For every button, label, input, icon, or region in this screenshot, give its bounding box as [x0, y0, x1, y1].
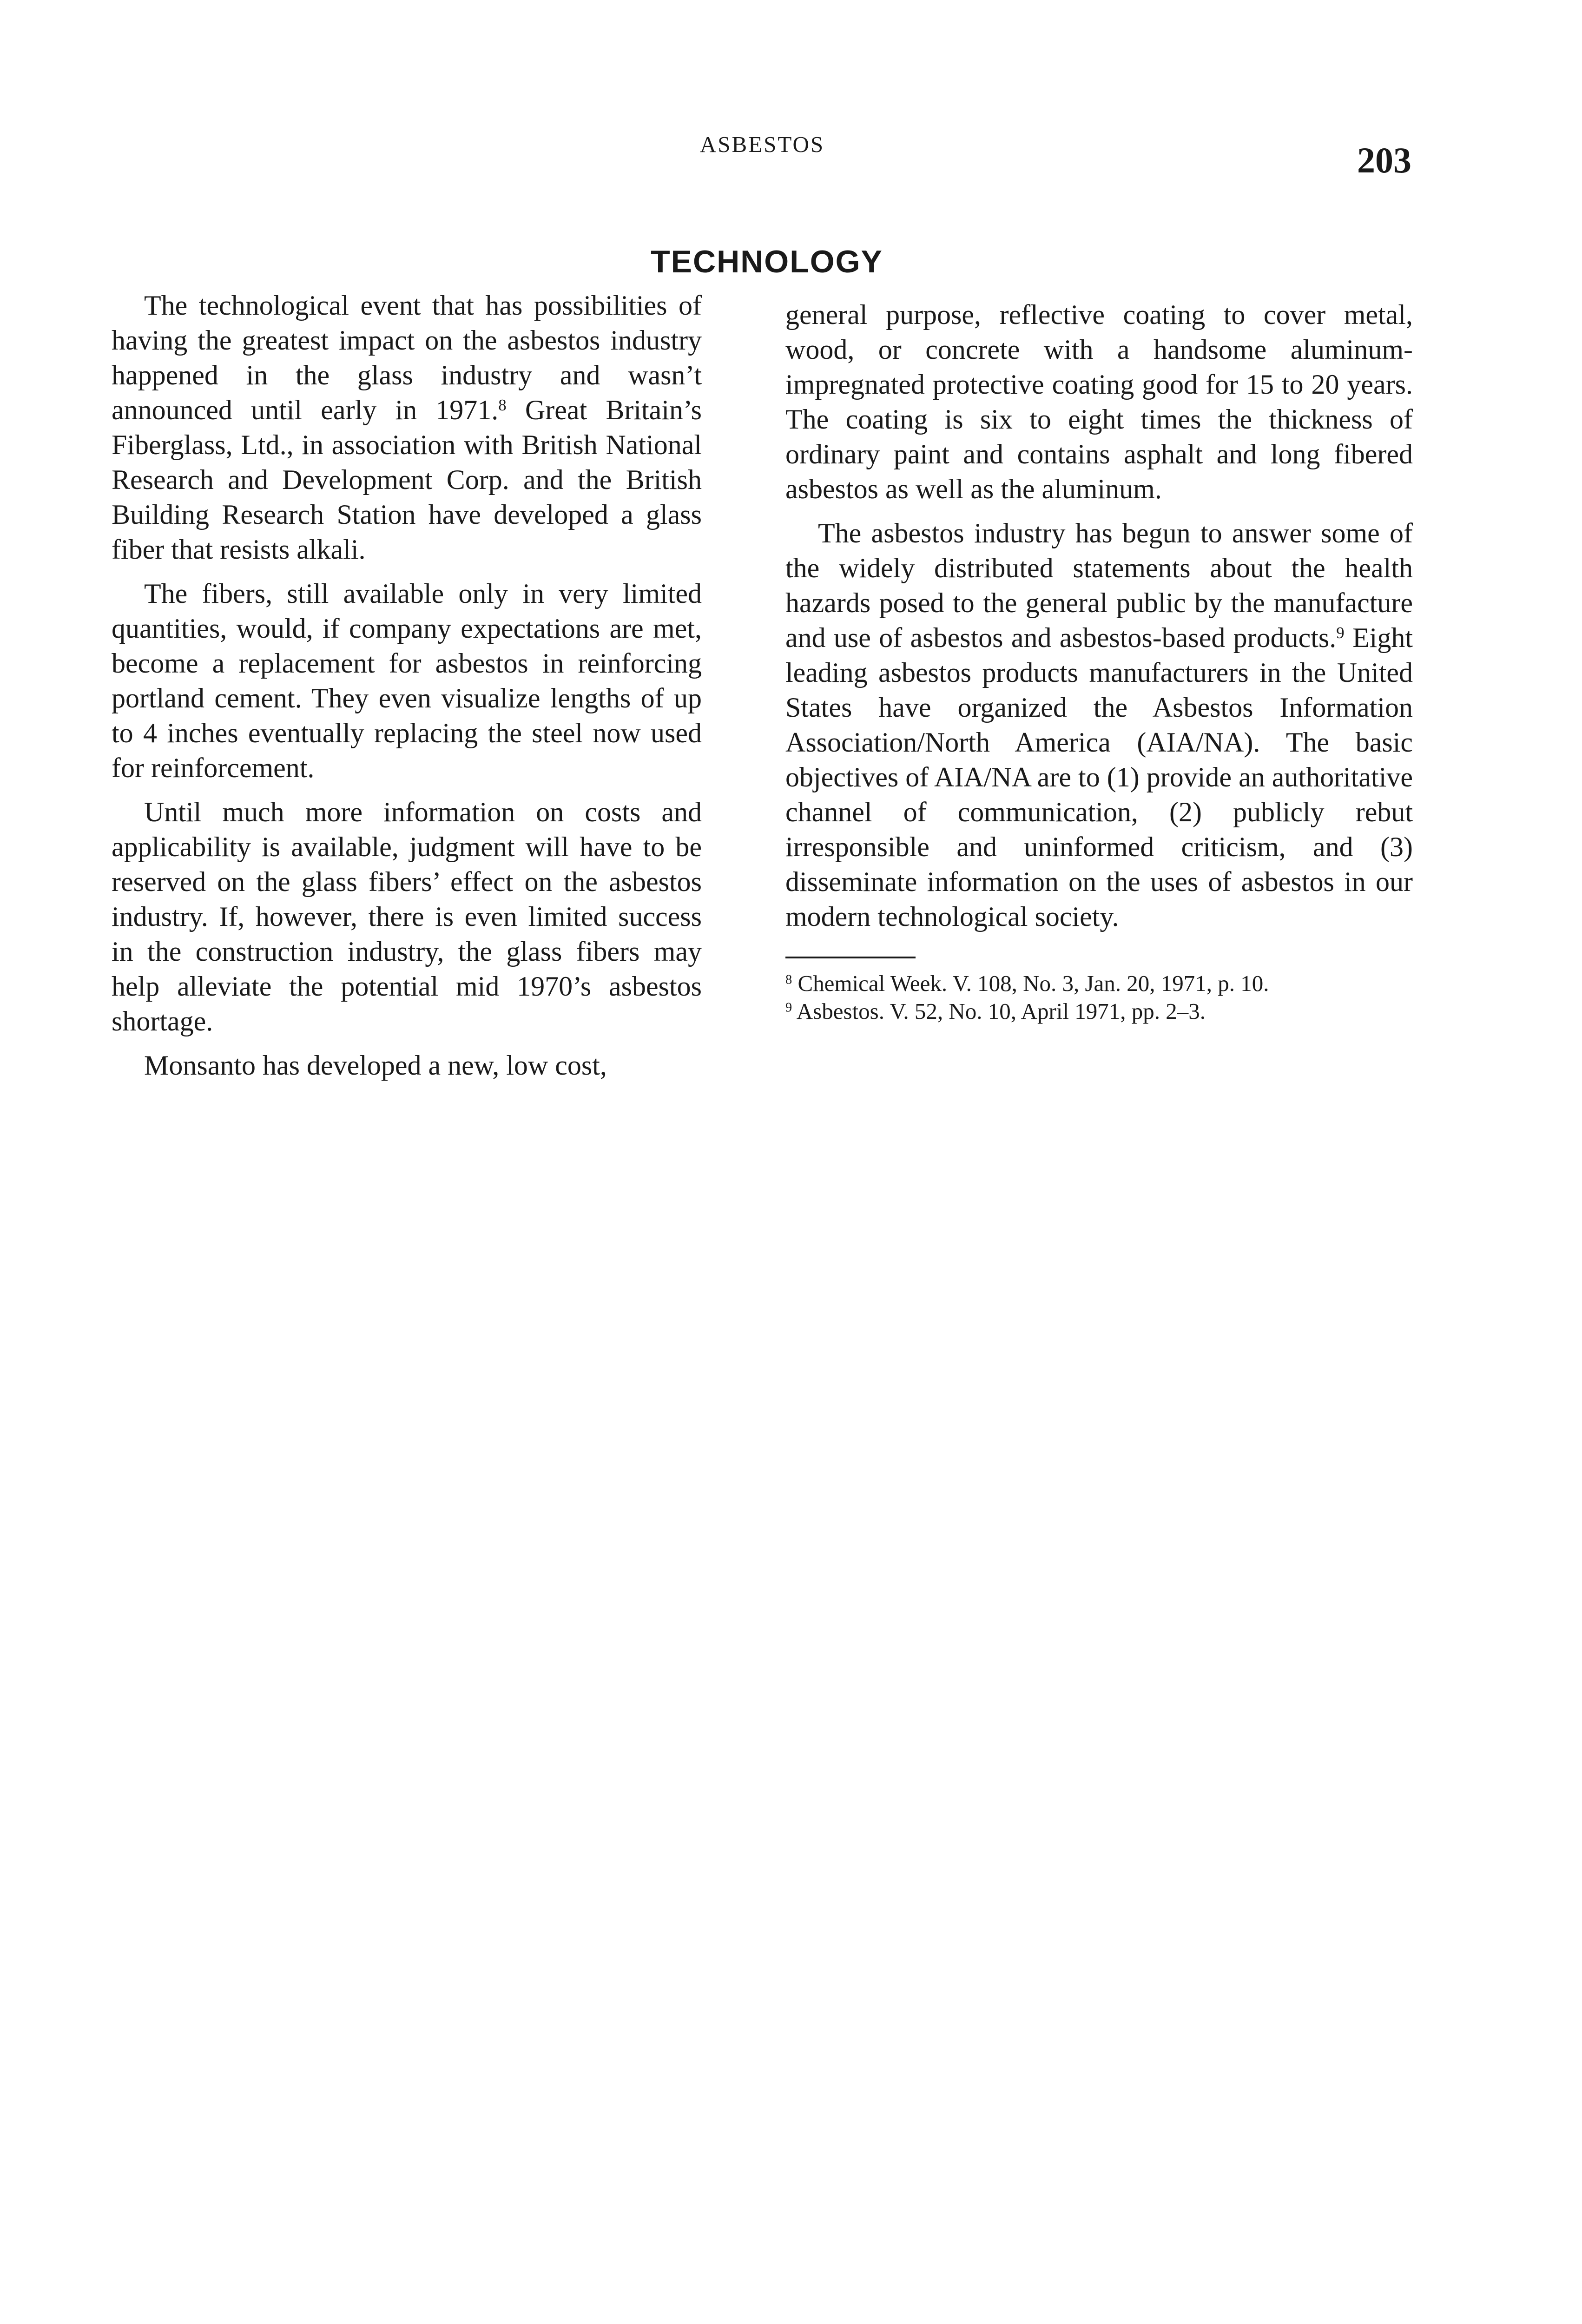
page-number: 203: [1357, 140, 1411, 180]
left-paragraph-3: Until much more information on costs and applicability is available, judgment will have to be reserved on the glass fibers’ effect on the asbestos industry. If, however, there is even limited success in the construction industry, the glass fibers may help alleviate the potential mid 1970’s asbestos shortage.: [112, 797, 702, 1037]
left-paragraph-1: [112, 288, 702, 567]
footnote-8-text: Chemical Week. V. 108, No. 3, Jan. 20, 1971, p. 10.: [798, 971, 1269, 996]
footnotes: [785, 971, 1413, 1024]
footnote-marker-8: 8: [498, 396, 507, 414]
footnote-9-marker: 9: [785, 1000, 792, 1015]
right-column: [785, 297, 1413, 1026]
left-paragraph-4: Monsanto has developed a new, low cost,: [144, 1050, 607, 1081]
footnote-8-marker: 8: [785, 972, 792, 987]
right-paragraph-2-text: The asbestos industry has begun to answer some of the widely distributed statements about the health hazards posed to the general public by the manufacture and use of asbestos and asbestos-based products.: [785, 518, 1413, 653]
footnote-marker-9: 9: [1336, 623, 1345, 642]
footnote-9-text: Asbestos. V. 52, No. 10, April 1971, pp. 2–3.: [796, 998, 1206, 1024]
left-paragraph-1-tail: Great Britain’s Fiberglass, Ltd., in association with British National Research and Development Corp. and the British Building Research Station have developed a glass fiber that resists alkali.: [112, 395, 702, 565]
footnote-9: [785, 998, 1413, 1024]
right-paragraph-1: general purpose, reflective coating to cover metal, wood, or concrete with a handsome aluminum-impregnated protective coating good for 15 to 20 years. The coating is six to eight times the thickness of ordinary paint and contains asphalt and long fibered asbestos as well as the aluminum.: [785, 299, 1413, 504]
footnote-8: [785, 971, 1413, 997]
running-head: ASBESTOS: [699, 132, 825, 157]
right-paragraph-2-tail: Eight leading asbestos products manufacturers in the United States have organized the Asbestos Information Association/North America (AIA/NA). The basic objectives of AIA/NA are to (1) provide an authoritative channel of communication, (2) publicly rebut irresponsible and uninformed criticism, and (3) disseminate information on the uses of asbestos in our modern technological society.: [785, 622, 1413, 932]
section-heading: TECHNOLOGY: [651, 244, 883, 279]
left-paragraph-2: The fibers, still available only in very limited quantities, would, if company expectations are met, become a replacement for asbestos in reinforcing portland cement. They even visualize lengths of up to 4 inches eventually replacing the steel now used for reinforcement.: [112, 578, 702, 783]
footnote-rule: [785, 957, 916, 958]
left-paragraph-1-text: The technological event that has possibilities of having the greatest impact on the asbestos industry happened in the glass industry and wasn’t announced until early in 1971.: [112, 290, 702, 425]
right-paragraph-2: [785, 516, 1413, 934]
left-column: [112, 288, 702, 1092]
